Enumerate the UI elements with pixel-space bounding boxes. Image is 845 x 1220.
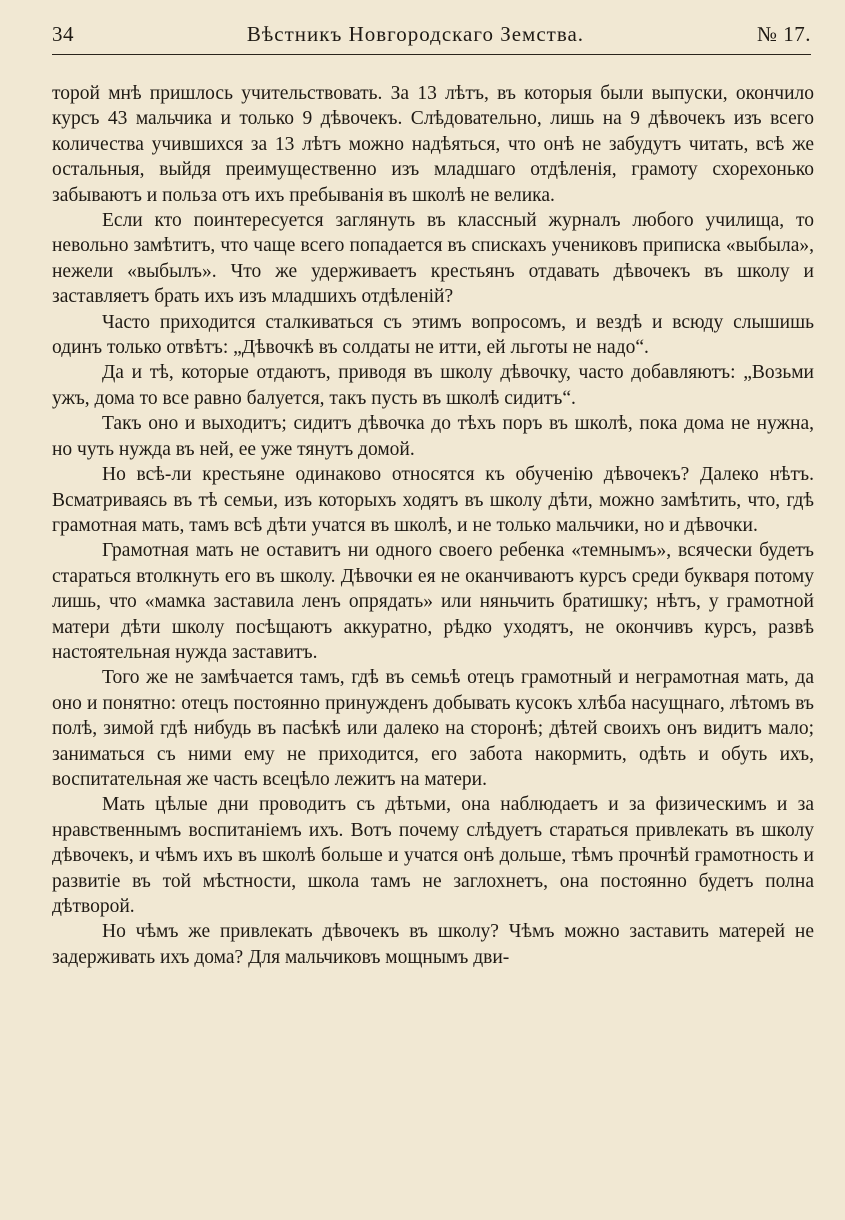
issue-number: № 17. (756, 22, 811, 46)
paragraph-10: Но чѣмъ же привлекать дѣвочекъ въ школу? Чѣмъ можно заставить матерей не задерживать ихъ дома? Для мальчиковъ мощнымъ дви- (52, 921, 814, 968)
journal-title: Вѣстникъ Новгородскаго Земства. (246, 22, 585, 46)
paragraph-9: Мать цѣлые дни проводитъ съ дѣтьми, она наблюдаетъ и за физическимъ и за нравственнымъ воспитаніемъ ихъ. Вотъ почему слѣдуетъ стараться привлекать въ школу дѣвочекъ, и чѣмъ ихъ въ школѣ больше и учатся онѣ дольше, тѣмъ прочнѣй грамотность и развитіе въ той мѣстности, школа тамъ не заглохнетъ, она постоянно будетъ полна дѣтворой. (52, 794, 814, 917)
paragraph-3: Часто приходится сталкиваться съ этимъ вопросомъ, и вездѣ и всюду слышишь одинъ только отвѣтъ: „Дѣвочкѣ въ солдаты не итти, ей льготы не надо“. (52, 311, 814, 359)
paragraph-4: Да и тѣ, которые отдаютъ, приводя въ школу дѣвочку, часто добавляютъ: „Возьми ужъ, дома то все равно балуется, такъ пусть въ школѣ сидитъ“. (52, 362, 814, 409)
paragraph-5: Такъ оно и выходитъ; сидитъ дѣвочка до тѣхъ поръ въ школѣ, пока дома не нужна, но чуть нужда въ ней, ее уже тянутъ домой. (52, 413, 814, 460)
paragraph-6: Но всѣ-ли крестьяне одинаково относятся къ обученію дѣвочекъ? Далеко нѣтъ. Всматриваясь въ тѣ семьи, изъ которыхъ ходятъ въ школу дѣти, можно замѣтить, что, гдѣ грамотная мать, тамъ всѣ дѣти учатся въ школѣ, и не только мальчики, но и дѣвочки. (52, 464, 814, 536)
paragraph-8: Того же не замѣчается тамъ, гдѣ въ семьѣ отецъ грамотный и неграмотная мать, да оно и понятно: отецъ постоянно принужденъ добывать кусокъ хлѣба насущнаго, лѣтомъ въ полѣ, зимой гдѣ нибудь въ пасѣкѣ или далеко на сторонѣ; дѣтей своихъ онъ видитъ мало; заниматься съ ними ему не приходится, его забота накормить, одѣть и обуть ихъ, воспитательная же часть всецѣло лежитъ на матери. (52, 667, 814, 790)
paragraph-1: торой мнѣ пришлось учительствовать. За 13 лѣтъ, въ которыя были выпуски, окончило курсъ 43 мальчика и только 9 дѣвочекъ. Слѣдовательно, лишь на 9 дѣвочекъ изъ всего количества учившихся за 13 лѣтъ можно надѣяться, что онѣ не забудутъ читать, всѣ же остальныя, выйдя преимущественно изъ младшаго отдѣленія, грамоту схорехонько забываютъ и польза отъ ихъ пребыванія въ школѣ не велика. (52, 83, 814, 206)
paragraph-2: Если кто поинтересуется заглянуть въ классный журналъ любого училища, то невольно замѣтитъ, что чаще всего попадается въ спискахъ учениковъ приписка «выбыла», нежели «выбылъ». Что же удерживаетъ крестьянъ отдавать дѣвочекъ въ школу и заставляетъ брать ихъ изъ младшихъ отдѣленій? (52, 210, 814, 308)
running-header (52, 22, 811, 55)
page-number: 34 (52, 22, 74, 46)
paragraph-7: Грамотная мать не оставитъ ни одного своего ребенка «темнымъ», всячески будетъ стараться втолкнуть его въ школу. Дѣвочки ея не оканчиваютъ курсъ среди букваря потому лишь, что «мамка заставила ленъ опрядать» или няньчить братишку; нѣтъ, у грамотной матери дѣти школу посѣщаютъ аккуратно, рѣдко уходятъ, не окончивъ курсъ, развѣ настоятельная нужда заставитъ. (52, 540, 814, 663)
article-body (52, 81, 814, 970)
